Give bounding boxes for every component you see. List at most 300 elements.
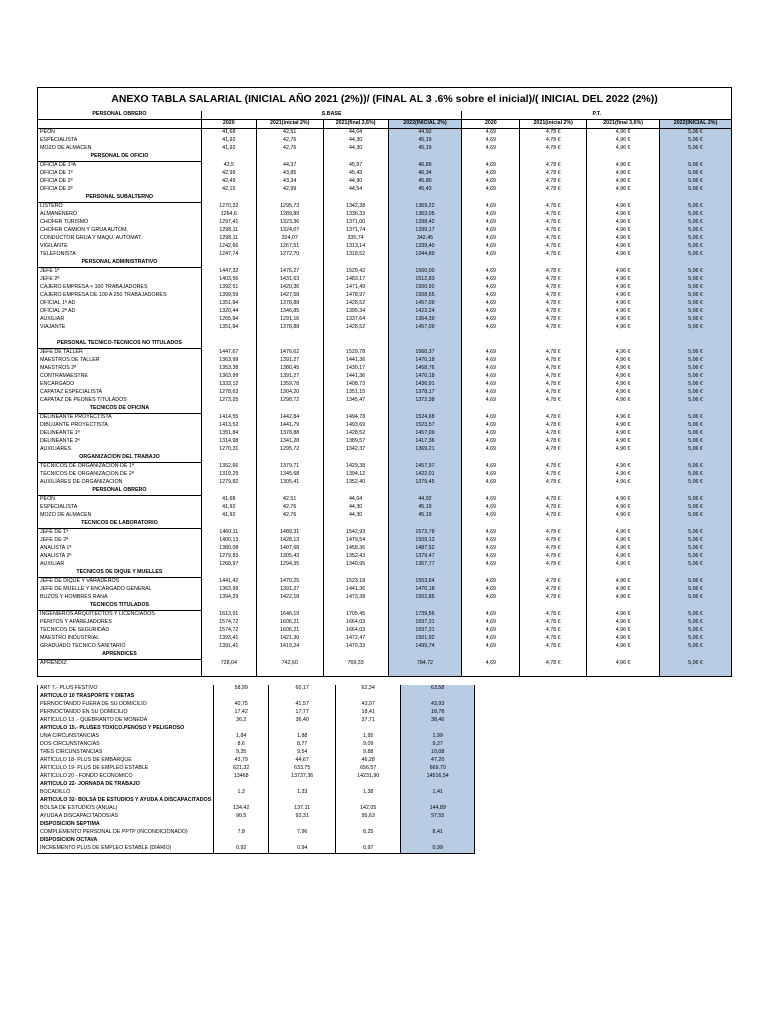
value-cell: 4,96 €	[587, 227, 660, 235]
value-cell: 41,92	[201, 137, 256, 145]
empty-cell	[462, 520, 520, 529]
value-cell: 45,43	[388, 186, 462, 194]
table-row	[38, 186, 732, 194]
table-row	[38, 504, 732, 512]
value-cell: 1494,78	[323, 414, 388, 423]
value-cell: 1294,35	[256, 561, 323, 569]
table-row	[38, 561, 732, 569]
value-cell: 4,96 €	[587, 578, 660, 587]
empty-cell	[401, 837, 475, 845]
value-cell: 1372,38	[388, 397, 462, 405]
value-cell: 1394,12	[323, 471, 388, 479]
section-heading: ARTICULO 10 TRASPORTE Y DIETAS	[38, 693, 214, 701]
table-row	[38, 438, 732, 446]
empty-cell	[256, 332, 323, 340]
table-row	[38, 701, 475, 709]
value-cell: 1553,64	[388, 578, 462, 587]
empty-cell	[587, 340, 660, 349]
value-cell: 4,69	[462, 292, 520, 300]
value-cell: 1340,95	[323, 561, 388, 569]
value-cell: 1346,85	[256, 308, 323, 316]
concept-label: ARTICULO 13 .- QUEBRANTO DE MONEDA	[38, 717, 214, 725]
value-cell: 5,06 €	[660, 586, 732, 594]
value-cell: 5,06 €	[660, 414, 732, 423]
value-cell: 1305,41	[256, 479, 323, 487]
value-cell: 44,90	[323, 178, 388, 186]
value-cell: 8,25	[336, 829, 401, 837]
table-row	[38, 627, 732, 635]
value-cell: 4,96 €	[587, 594, 660, 602]
value-cell: 4,69	[462, 446, 520, 454]
value-cell: 4,96 €	[587, 537, 660, 545]
table-row	[38, 219, 732, 227]
category-label: BUZOS Y HOMBRES RANA	[38, 594, 202, 602]
value-cell: 4,69	[462, 227, 520, 235]
table-row	[38, 463, 732, 472]
table-row	[38, 829, 475, 837]
empty-cell	[587, 651, 660, 660]
value-cell: 1351,84	[201, 430, 256, 438]
value-cell: 4,69	[462, 594, 520, 602]
table-row	[38, 243, 732, 251]
value-cell: 4,78 €	[520, 251, 587, 259]
value-cell: 5,06 €	[660, 129, 732, 138]
value-cell: 41,68	[201, 496, 256, 505]
empty-cell	[336, 837, 401, 845]
category-label: ANALISTA 2ª	[38, 553, 202, 561]
table-row	[38, 545, 732, 553]
value-cell: 4,78 €	[520, 349, 587, 358]
concept-label: PERNOCTANDO FUERA DE SU DOMICILIO	[38, 701, 214, 709]
empty-cell	[323, 454, 388, 463]
value-cell: 5,06 €	[660, 308, 732, 316]
value-cell: 1476,62	[256, 349, 323, 358]
value-cell: 4,78 €	[520, 137, 587, 145]
value-cell: 1351,84	[201, 324, 256, 332]
table-row	[38, 709, 475, 717]
value-cell: 5,06 €	[660, 512, 732, 520]
value-cell: 4,78 €	[520, 529, 587, 538]
value-cell: 1,3	[214, 789, 269, 797]
value-cell: 4,96 €	[587, 186, 660, 194]
table-row	[38, 235, 732, 243]
table-row	[38, 773, 475, 781]
value-cell: 1470,18	[388, 586, 462, 594]
value-cell: 5,06 €	[660, 219, 732, 227]
value-cell: 1697,31	[388, 619, 462, 627]
value-cell: 4,78 €	[520, 162, 587, 171]
table-row	[38, 594, 732, 602]
value-cell: 1473,38	[323, 594, 388, 602]
value-cell: 4,96 €	[587, 553, 660, 561]
empty-cell	[660, 153, 732, 162]
value-cell: 1508,55	[388, 292, 462, 300]
value-cell: 63,58	[401, 685, 475, 693]
value-cell: 1351,84	[201, 300, 256, 308]
table-row	[38, 537, 732, 545]
value-cell: 335,74	[323, 235, 388, 243]
value-cell: 1379,71	[256, 463, 323, 472]
table-row	[38, 512, 732, 520]
table-row	[38, 765, 475, 773]
value-cell: 4,78 €	[520, 504, 587, 512]
value-cell: 669,70	[401, 765, 475, 773]
value-cell: 1379,47	[388, 553, 462, 561]
table-row	[38, 602, 732, 611]
empty-cell	[256, 651, 323, 660]
empty-cell	[214, 781, 269, 789]
value-cell: 5,06 €	[660, 211, 732, 219]
empty-cell	[256, 569, 323, 578]
value-cell: 45,97	[323, 162, 388, 171]
value-cell: 5,06 €	[660, 268, 732, 277]
empty-cell	[201, 454, 256, 463]
value-cell: 1279,82	[201, 479, 256, 487]
empty-cell	[388, 454, 462, 463]
value-cell: 4,78 €	[520, 292, 587, 300]
value-cell: 4,96 €	[587, 430, 660, 438]
value-cell: 5,06 €	[660, 553, 732, 561]
value-cell: 4,78 €	[520, 594, 587, 602]
value-cell: 4,78 €	[520, 300, 587, 308]
table-row	[38, 405, 732, 414]
value-cell: 18,41	[336, 709, 401, 717]
value-cell: 1428,13	[256, 537, 323, 545]
empty-cell	[462, 194, 520, 203]
value-cell: 1399,59	[201, 292, 256, 300]
value-cell: 5,06 €	[660, 529, 732, 538]
value-cell: 5,06 €	[660, 203, 732, 212]
value-cell: 1352,66	[201, 463, 256, 472]
value-cell: 4,96 €	[587, 627, 660, 635]
value-cell: 4,96 €	[587, 129, 660, 138]
value-cell: 1470,33	[323, 643, 388, 651]
empty-cell	[38, 668, 202, 677]
value-cell: 58,99	[214, 685, 269, 693]
value-cell: 1380,45	[256, 365, 323, 373]
empty-cell	[256, 194, 323, 203]
table-row	[38, 129, 732, 138]
empty-cell	[269, 797, 336, 805]
value-cell: 36,40	[269, 717, 336, 725]
value-cell: 4,78 €	[520, 324, 587, 332]
value-cell: 4,69	[462, 479, 520, 487]
value-cell: 5,06 €	[660, 438, 732, 446]
category-label: CONTRAMAESTRE	[38, 373, 202, 381]
value-cell: 4,96 €	[587, 162, 660, 171]
value-cell: 4,96 €	[587, 178, 660, 186]
value-cell: 4,78 €	[520, 446, 587, 454]
value-cell: 4,96 €	[587, 243, 660, 251]
value-cell: 1323,36	[256, 219, 323, 227]
value-cell: 1342,38	[323, 203, 388, 212]
concept-label: AYUDA A DISCAPACITADOS/AS	[38, 813, 214, 821]
section-heading: ORGANIZACIÓN DEL TRABAJO	[38, 454, 202, 463]
empty-cell	[388, 340, 462, 349]
value-cell: 1414,55	[201, 414, 256, 423]
value-cell: 43,5	[201, 162, 256, 171]
empty-cell	[462, 487, 520, 496]
value-cell: 1273,25	[201, 397, 256, 405]
value-cell: 4,96 €	[587, 529, 660, 538]
group-header-pt: P.T.	[462, 111, 732, 120]
value-cell: 13737,36	[269, 773, 336, 781]
category-label: MAESTROS 2ª	[38, 365, 202, 373]
value-cell: 92,31	[269, 813, 336, 821]
value-cell: 4,96 €	[587, 619, 660, 627]
value-cell: 1369,22	[388, 203, 462, 212]
value-cell: 4,69	[462, 211, 520, 219]
value-cell: 5,06 €	[660, 292, 732, 300]
value-cell: 4,96 €	[587, 397, 660, 405]
table-row	[38, 292, 732, 300]
value-cell: 5,06 €	[660, 635, 732, 643]
value-cell: 1363,99	[201, 373, 256, 381]
empty-cell	[323, 332, 388, 340]
concept-label: DOS CIRCUNSTANCIAS	[38, 741, 214, 749]
value-cell: 4,78 €	[520, 422, 587, 430]
value-cell: 1472,47	[323, 635, 388, 643]
column-header-row	[38, 120, 732, 129]
value-cell: 0,97	[336, 845, 401, 854]
value-cell: 4,69	[462, 308, 520, 316]
table-row	[38, 733, 475, 741]
value-cell: 4,69	[462, 170, 520, 178]
value-cell: 4,69	[462, 611, 520, 620]
value-cell: 8,6	[214, 741, 269, 749]
empty-cell	[256, 153, 323, 162]
value-cell: 5,06 €	[660, 316, 732, 324]
category-label: OFICIA DE 1ºA	[38, 162, 202, 171]
value-cell: 1319,29	[201, 471, 256, 479]
value-cell: 4,78 €	[520, 545, 587, 553]
value-cell: 4,69	[462, 243, 520, 251]
value-cell: 1267,51	[256, 243, 323, 251]
value-cell: 4,96 €	[587, 561, 660, 569]
value-cell: 1524,68	[388, 414, 462, 423]
empty-cell	[587, 668, 660, 677]
value-cell: 1523,18	[323, 578, 388, 587]
value-cell: 4,96 €	[587, 292, 660, 300]
category-label: ENCARGADO	[38, 381, 202, 389]
value-cell: 5,06 €	[660, 276, 732, 284]
value-cell: 8,41	[401, 829, 475, 837]
empty-cell	[323, 520, 388, 529]
value-cell: 5,06 €	[660, 471, 732, 479]
value-cell: 9,35	[214, 749, 269, 757]
value-cell: 1391,27	[256, 586, 323, 594]
category-label: CONDUCTOR GRUA Y MAQU. AUTOMAT.	[38, 235, 202, 243]
empty-cell	[269, 837, 336, 845]
value-cell: 784,72	[388, 660, 462, 669]
value-cell: 5,06 €	[660, 349, 732, 358]
value-cell: 1499,74	[388, 643, 462, 651]
value-cell: 1378,17	[388, 389, 462, 397]
value-cell: 1429,38	[323, 463, 388, 472]
empty-cell	[520, 153, 587, 162]
value-cell: 1298,11	[201, 227, 256, 235]
category-label: JEFE DE DIQUE Y VARADEROS	[38, 578, 202, 587]
value-cell: 4,78 €	[520, 463, 587, 472]
value-cell: 1367,77	[388, 561, 462, 569]
empty-cell	[256, 340, 323, 349]
value-cell: 1664,03	[323, 627, 388, 635]
empty-cell	[256, 520, 323, 529]
table-row	[38, 381, 732, 389]
value-cell: 4,78 €	[520, 203, 587, 212]
value-cell: 4,69	[462, 627, 520, 635]
value-cell: 4,78 €	[520, 227, 587, 235]
value-cell: 43,34	[256, 178, 323, 186]
table-row	[38, 611, 732, 620]
category-label: AUXILIAR	[38, 316, 202, 324]
value-cell: 4,78 €	[520, 512, 587, 520]
table-row	[38, 349, 732, 358]
value-cell: 14231,90	[336, 773, 401, 781]
value-cell: 43,79	[214, 757, 269, 765]
empty-cell	[336, 797, 401, 805]
category-label: LISTERO	[38, 203, 202, 212]
value-cell: 44,54	[323, 186, 388, 194]
value-cell: 4,69	[462, 276, 520, 284]
value-cell: 90,5	[214, 813, 269, 821]
table-row	[38, 717, 475, 725]
value-cell: 1447,32	[201, 268, 256, 277]
category-label: ESPECIALISTA	[38, 504, 202, 512]
empty-cell	[388, 405, 462, 414]
empty-cell	[269, 781, 336, 789]
value-cell: 4,69	[462, 537, 520, 545]
value-cell: 5,06 €	[660, 186, 732, 194]
empty-cell	[660, 405, 732, 414]
value-cell: 1542,93	[323, 529, 388, 538]
value-cell: 1270,31	[201, 446, 256, 454]
empty-cell	[462, 602, 520, 611]
value-cell: 1502,85	[388, 594, 462, 602]
extras-table	[37, 685, 475, 854]
value-cell: 4,78 €	[520, 178, 587, 186]
empty-cell	[214, 821, 269, 829]
value-cell: 1403,56	[201, 276, 256, 284]
value-cell: 137,11	[269, 805, 336, 813]
value-cell: 1297,41	[201, 219, 256, 227]
value-cell: 4,78 €	[520, 129, 587, 138]
section-heading: PERSONAL OBRERO	[38, 111, 202, 120]
empty-cell	[201, 520, 256, 529]
empty-cell	[520, 332, 587, 340]
empty-cell	[388, 569, 462, 578]
value-cell: 45,43	[323, 170, 388, 178]
value-cell: 4,69	[462, 619, 520, 627]
empty-cell	[587, 405, 660, 414]
value-cell: 1242,66	[201, 243, 256, 251]
value-cell: 1352,43	[323, 553, 388, 561]
category-label: AUXILIAR	[38, 561, 202, 569]
value-cell: 0,94	[269, 845, 336, 854]
concept-label: ARTICULO 19- PLUS DE EMPLEO ESTABLE	[38, 765, 214, 773]
value-cell: 1363,99	[201, 586, 256, 594]
value-cell: 4,78 €	[520, 186, 587, 194]
value-cell: 17,42	[214, 709, 269, 717]
category-label: MAESTRO INDUSTRIAL	[38, 635, 202, 643]
value-cell: 4,69	[462, 504, 520, 512]
value-cell: 1339,40	[388, 243, 462, 251]
value-cell: 4,78 €	[520, 268, 587, 277]
empty-cell	[269, 725, 336, 733]
value-cell: 1487,52	[388, 545, 462, 553]
empty-cell	[201, 569, 256, 578]
value-cell: 41,92	[201, 145, 256, 153]
empty-cell	[520, 340, 587, 349]
value-cell: 1289,89	[256, 211, 323, 219]
value-cell: 4,78 €	[520, 635, 587, 643]
value-cell: 4,69	[462, 660, 520, 669]
value-cell: 4,96 €	[587, 137, 660, 145]
table-row	[38, 845, 475, 854]
value-cell: 5,06 €	[660, 389, 732, 397]
value-cell: 4,69	[462, 463, 520, 472]
category-label: OFICIA DE 3ª	[38, 186, 202, 194]
empty-cell	[256, 602, 323, 611]
concept-label: BOLSA DE ESTUDIOS (ANUAL)	[38, 805, 214, 813]
value-cell: 1391,27	[256, 373, 323, 381]
value-cell: 1479,54	[323, 537, 388, 545]
value-cell: 1646,19	[256, 611, 323, 620]
group-header-sbase: S.BASE	[201, 111, 462, 120]
value-cell: 4,78 €	[520, 578, 587, 587]
value-cell: 1512,83	[388, 276, 462, 284]
value-cell: 41,57	[269, 701, 336, 709]
value-cell: 1345,68	[256, 471, 323, 479]
empty-cell	[323, 259, 388, 268]
value-cell: 13468	[214, 773, 269, 781]
table-row	[38, 332, 732, 340]
value-cell: 142,05	[336, 805, 401, 813]
table-row	[38, 781, 475, 789]
value-cell: 1574,72	[201, 627, 256, 635]
value-cell: 4,78 €	[520, 561, 587, 569]
value-cell: 4,78 €	[520, 438, 587, 446]
value-cell: 1458,36	[323, 545, 388, 553]
empty-cell	[201, 405, 256, 414]
empty-cell	[201, 668, 256, 677]
value-cell: 5,06 €	[660, 463, 732, 472]
empty-cell	[587, 487, 660, 496]
table-row	[38, 422, 732, 430]
empty-cell	[323, 405, 388, 414]
value-cell: 44,30	[323, 137, 388, 145]
value-cell: 60,17	[269, 685, 336, 693]
value-cell: 5,06 €	[660, 145, 732, 153]
value-cell: 46,89	[388, 162, 462, 171]
empty-cell	[388, 651, 462, 660]
category-label: ALMANENERO	[38, 211, 202, 219]
category-label: TELEFONISTA	[38, 251, 202, 259]
value-cell: 4,78 €	[520, 365, 587, 373]
value-cell: 1470,25	[256, 578, 323, 587]
value-cell: 1441,36	[323, 373, 388, 381]
value-cell: 44,30	[323, 145, 388, 153]
value-cell: 1407,68	[256, 545, 323, 553]
value-cell: 324,07	[256, 235, 323, 243]
category-label: OFICIA DE 1ª	[38, 170, 202, 178]
value-cell: 1422,01	[388, 471, 462, 479]
section-heading: ARTICULO 22- JORNADA DE TRABAJO	[38, 781, 214, 789]
table-row	[38, 578, 732, 587]
value-cell: 1529,42	[323, 268, 388, 277]
category-label: JEFE DE TALLER	[38, 349, 202, 358]
section-heading: PERSONAL ADMINISTRATIVO	[38, 259, 202, 268]
